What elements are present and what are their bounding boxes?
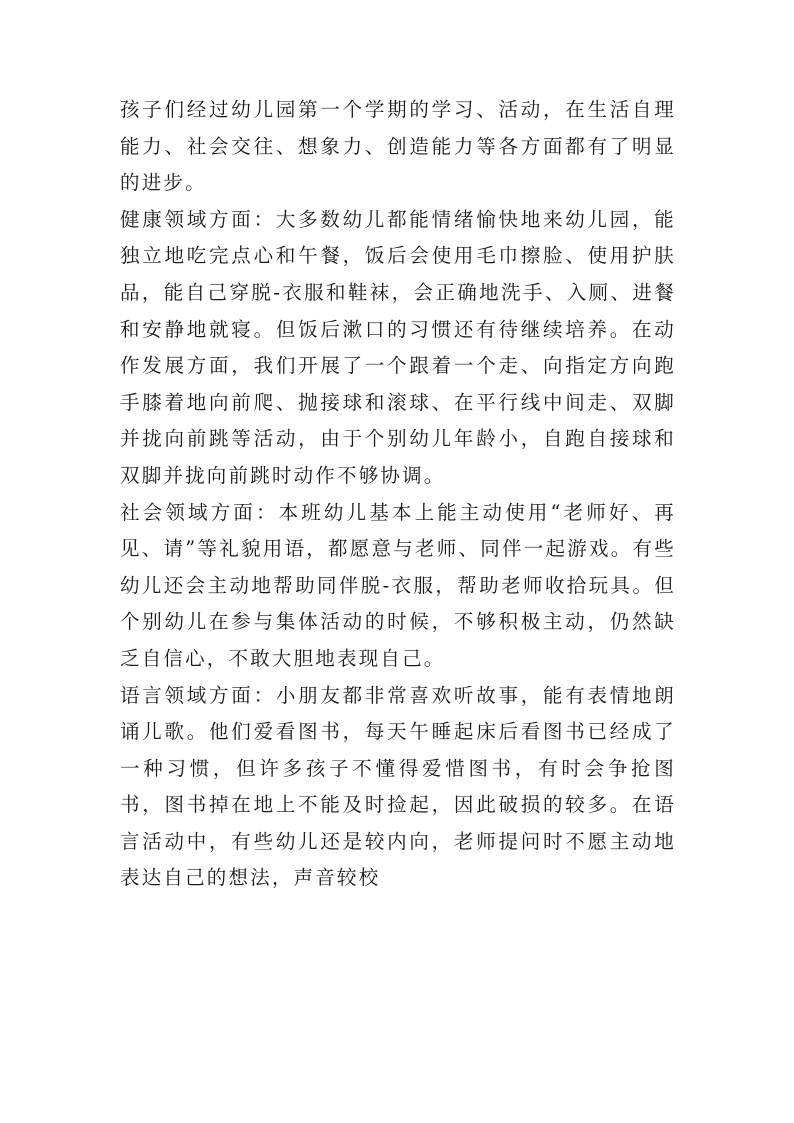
paragraph-health: 健康领域方面：大多数幼儿都能情绪愉快地来幼儿园，能独立地吃完点心和午餐，饭后会使用毛巾擦脸、使用护肤品，能自己穿脱-衣服和鞋袜，会正确地洗手、入厕、进餐和安静地就寝。但饭后漱口的习惯还有待继续培养。在动作发展方面，我们开展了一个跟着一个走、向指定方向跑手膝着地向前爬、抛接球和滚球、在平行线中间走、双脚并拢向前跳等活动，由于个别幼儿年龄小，自跑自接球和双脚并拢向前跳时动作不够协调。 <box>120 207 676 487</box>
body-text <box>120 92 676 897</box>
paragraph-intro: 孩子们经过幼儿园第一个学期的学习、活动，在生活自理能力、社会交往、想象力、创造能力等各方面都有了明显的进步。 <box>120 98 676 195</box>
paragraph-social: 社会领域方面：本班幼儿基本上能主动使用“老师好、再见、请”等礼貌用语，都愿意与老师、同伴一起游戏。有些幼儿还会主动地帮助同伴脱-衣服，帮助老师收拾玩具。但个别幼儿在参与集体活动的时候，不够积极主动，仍然缺乏自信心，不敢大胆地表现自己。 <box>120 500 676 670</box>
paragraph-language: 语言领域方面：小朋友都非常喜欢听故事，能有表情地朗诵儿歌。他们爱看图书，每天午睡起床后看图书已经成了一种习惯，但许多孩子不懂得爱惜图书，有时会争抢图书，图书掉在地上不能及时捡起，因此破损的较多。在语言活动中，有些幼儿还是较内向，老师提问时不愿主动地表达自己的想法，声音较校 <box>120 683 676 890</box>
